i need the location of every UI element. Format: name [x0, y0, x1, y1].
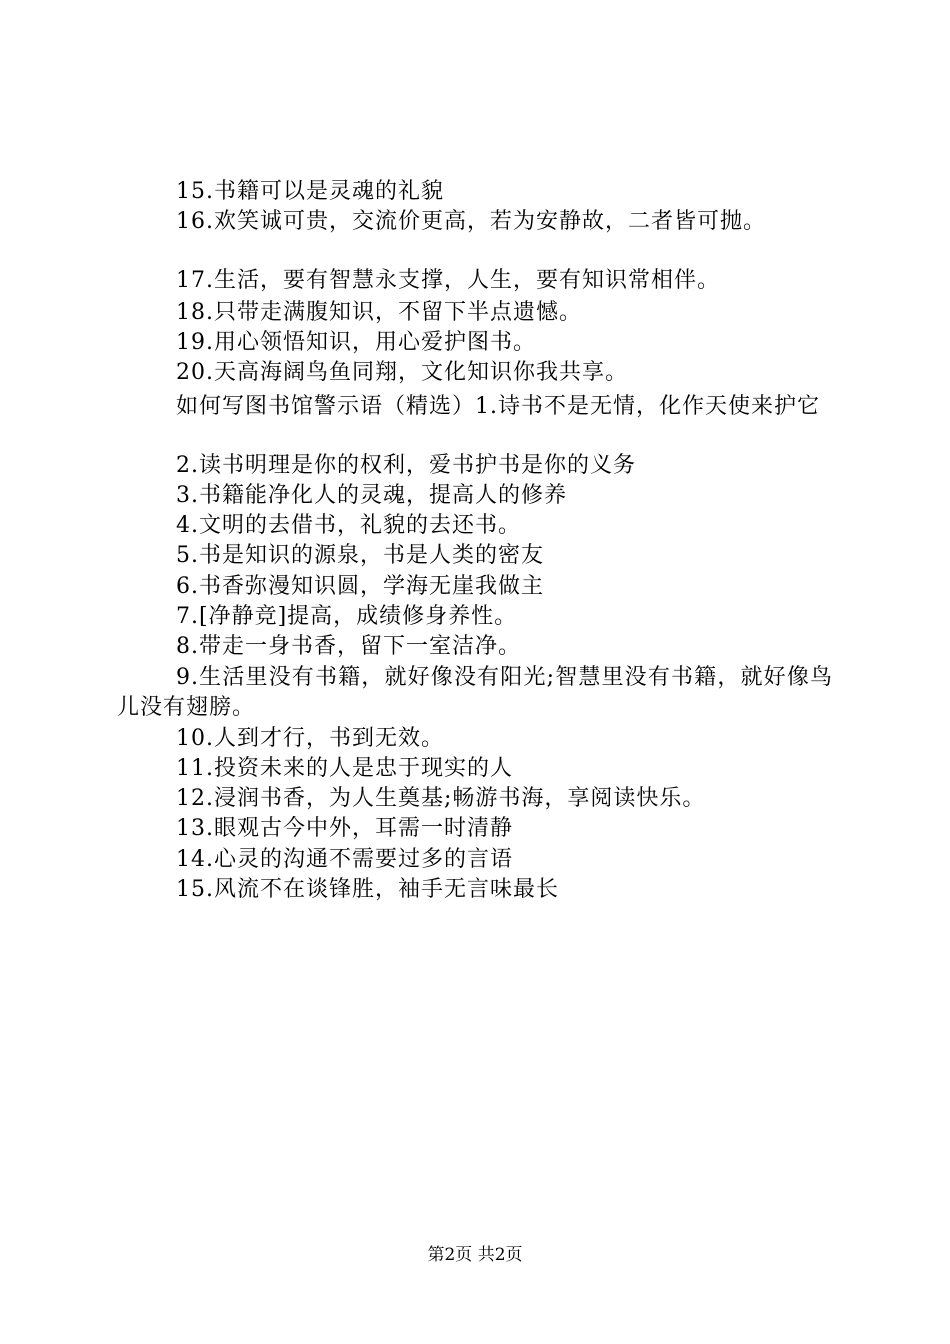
list-item: 4.文明的去借书，礼貌的去还书。 [176, 513, 521, 538]
page-footer: 第2页 共2页 [427, 1245, 523, 1265]
list-item: 15.风流不在谈锋胜，袖手无言味最长 [176, 877, 559, 902]
list-item: 6.书香弥漫知识圆，学海无崖我做主 [176, 574, 544, 599]
list-item-paragraph: 9.生活里没有书籍，就好像没有阳光;智慧里没有书籍，就好像鸟儿没有翅膀。 [117, 665, 833, 720]
list-item: 10.人到才行，书到无效。 [176, 726, 444, 751]
list-item: 12.浸润书香，为人生奠基;畅游书海，享阅读快乐。 [176, 786, 706, 811]
list-item: 11.投资未来的人是忠于现实的人 [176, 756, 513, 781]
list-item: 2.读书明理是你的权利，爱书护书是你的义务 [176, 453, 636, 478]
list-item: 17.生活，要有智慧永支撑，人生，要有知识常相伴。 [176, 268, 720, 293]
list-item: 19.用心领悟知识，用心爱护图书。 [176, 330, 536, 355]
list-item: 3.书籍能净化人的灵魂，提高人的修养 [176, 483, 567, 508]
list-item: 13.眼观古今中外，耳需一时清静 [176, 816, 513, 841]
list-item: 16.欢笑诚可贵，交流价更高，若为安静故，二者皆可抛。 [176, 209, 766, 234]
list-item: 14.心灵的沟通不需要过多的言语 [176, 847, 513, 872]
section-heading-paragraph: 如何写图书馆警示语（精选）1.诗书不是无情，化作天使来护它 [176, 394, 820, 419]
list-item: 20.天高海阔鸟鱼同翔，文化知识你我共享。 [176, 360, 628, 385]
list-item: 18.只带走满腹知识，不留下半点遗憾。 [176, 300, 582, 325]
list-item: 15.书籍可以是灵魂的礼貌 [176, 179, 444, 204]
list-item: 7.[净静竞]提高，成绩修身养性。 [176, 604, 518, 629]
list-item: 8.带走一身书香，留下一室洁净。 [176, 634, 521, 659]
list-item: 5.书是知识的源泉，书是人类的密友 [176, 543, 544, 568]
